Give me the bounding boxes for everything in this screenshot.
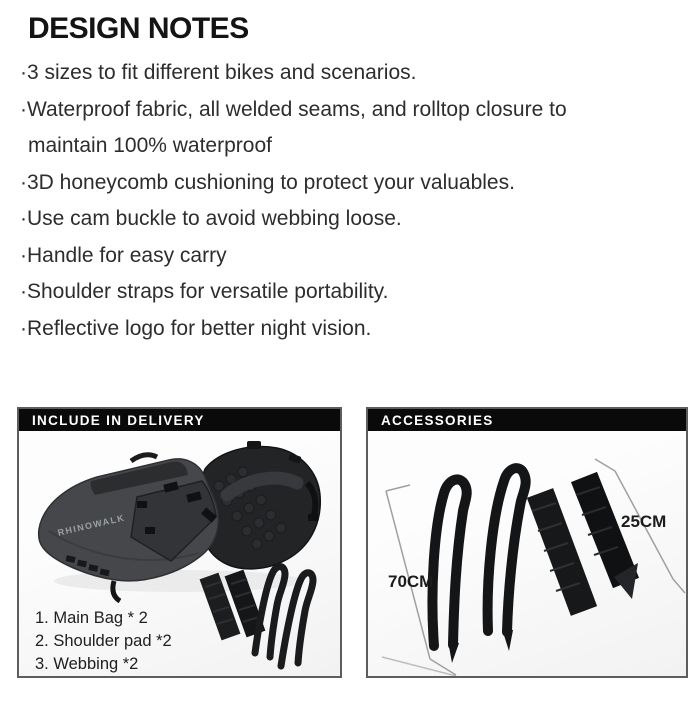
webbing-strap-1 [432,479,466,646]
note-line: ·Reflective logo for better night vision. [20,316,372,340]
delivery-item: 3. Webbing *2 [35,655,139,673]
note-line-continuation: maintain 100% waterproof [28,134,272,157]
pad-length-label: 25CM [621,512,667,531]
shoulder-pad-1 [532,493,584,611]
delivery-item: 1. Main Bag * 2 [35,609,148,627]
note-line: ·Handle for easy carry [20,243,227,267]
note-line: ·Use cam buckle to avoid webbing loose. [20,207,402,230]
note-line: ·Waterproof fabric, all welded seams, and rolltop closure to [20,97,567,121]
accessories-photo [368,431,686,676]
dimension-line-70cm [386,485,456,675]
backdrop-edge [382,657,456,676]
note-line: ·3 sizes to fit different bikes and scenarios. [20,61,417,84]
include-in-delivery-header: INCLUDE IN DELIVERY [19,409,340,431]
delivery-photo [19,431,340,676]
brand-logo-text: RHINOWALK [56,512,127,538]
accessories-illustration [368,431,686,676]
design-notes-list [20,55,685,347]
delivery-item: 2. Shoulder pad *2 [35,632,172,650]
strap-length-label: 70CM [388,572,434,591]
top-handle [131,455,157,461]
delivery-items-list [35,607,172,676]
include-in-delivery-box [17,407,342,678]
saddle-bag-back-illustration [199,441,320,569]
accessories-header: ACCESSORIES [368,409,686,431]
page-title: DESIGN NOTES [28,12,249,45]
accessories-box [366,407,688,678]
note-line: ·3D honeycomb cushioning to protect your valuables. [20,170,515,194]
note-line: ·Shoulder straps for versatile portability. [20,280,389,303]
webbing-strap-2 [488,468,526,632]
